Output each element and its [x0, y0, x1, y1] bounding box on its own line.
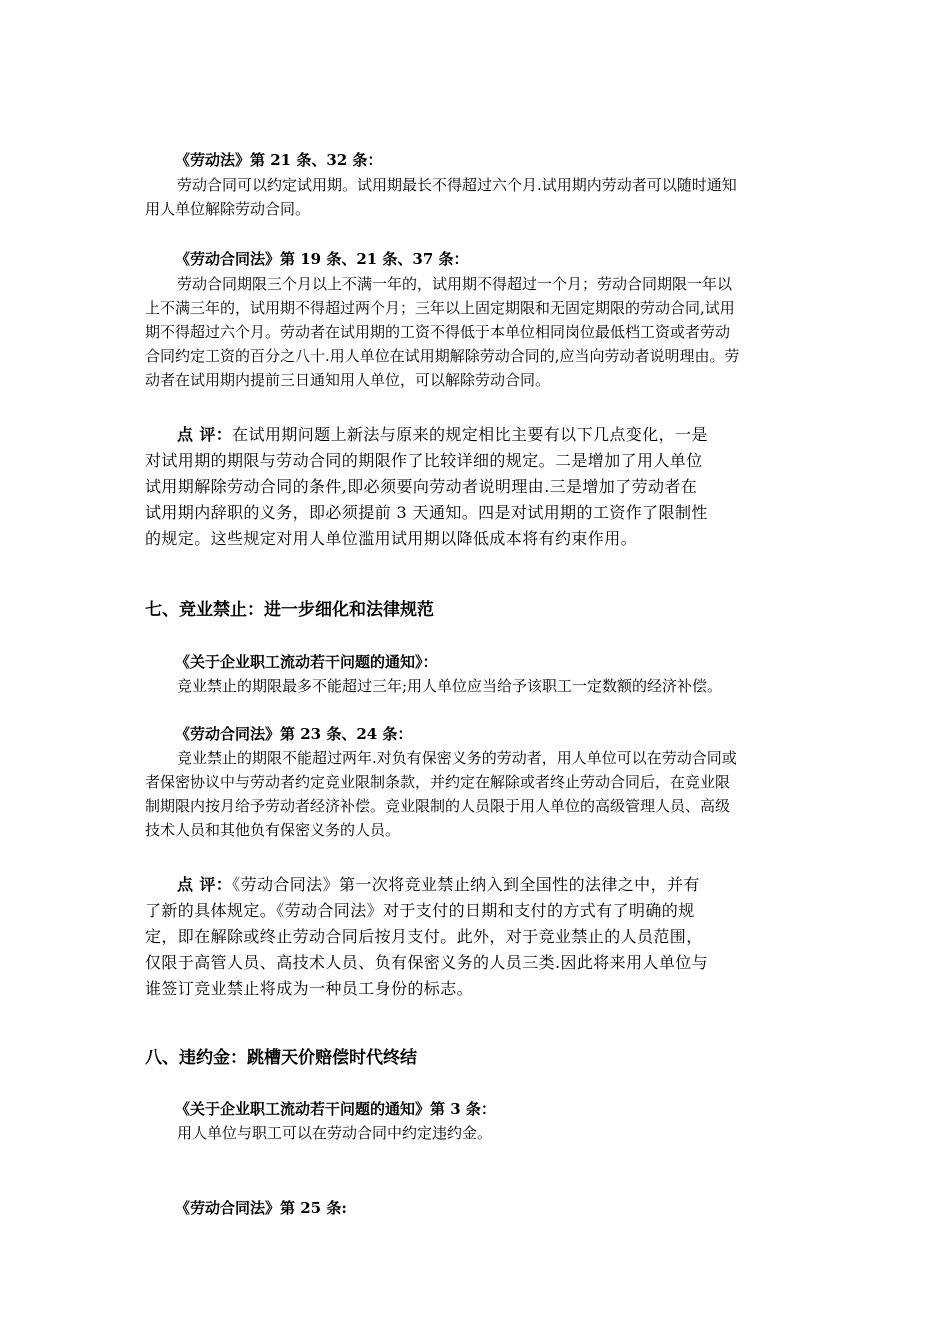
law-reference: 《劳动合同法》第 23 条、24 条： — [175, 725, 413, 743]
text-line: 用人单位解除劳动合同。 — [145, 200, 311, 218]
section-heading: 七、竞业禁止：进一步细化和法律规范 — [145, 600, 434, 620]
law-text — [145, 674, 805, 698]
section-heading: 八、违约金：跳槽天价赔偿时代终结 — [145, 1048, 417, 1068]
law-reference: 《劳动合同法》第 25 条: — [175, 1199, 347, 1217]
law-text — [145, 173, 805, 221]
text-line: 劳动合同可以约定试用期。试用期最长不得超过六个月.试用期内劳动者可以随时通知 — [177, 176, 737, 194]
text-line: 上不满三年的，试用期不得超过两个月；三年以上固定期限和无固定期限的劳动合同,试用 — [145, 299, 735, 317]
law-text — [145, 1121, 805, 1145]
text-line: 试用期内辞职的义务，即必须提前 3 天通知。四是对试用期的工资作了限制性 — [145, 503, 708, 522]
text-line: 仅限于高管人员、高技术人员、负有保密义务的人员三类.因此将来用人单位与 — [145, 953, 709, 972]
text-line — [145, 422, 805, 448]
text-line: 竞业禁止的期限不能超过两年.对负有保密义务的劳动者，用人单位可以在劳动合同或 — [177, 749, 737, 767]
text-line: 者保密协议中与劳动者约定竞业限制条款，并约定在解除或者终止劳动合同后，在竞业限 — [145, 773, 731, 791]
text-line: 了新的具体规定。《劳动合同法》对于支付的日期和支付的方式有了明确的规 — [145, 901, 695, 920]
text-line: 期不得超过六个月。劳动者在试用期的工资不得低于本单位相同岗位最低档工资或者劳动 — [145, 323, 731, 341]
text-line: 用人单位与职工可以在劳动合同中约定违约金。 — [177, 1124, 493, 1142]
text-line: 试用期解除劳动合同的条件,即必须要向劳动者说明理由.三是增加了劳动者在 — [145, 477, 698, 496]
text-line: 对试用期的期限与劳动合同的期限作了比较详细的规定。二是增加了用人单位 — [145, 451, 703, 470]
comment-label: 点 评： — [177, 875, 233, 894]
comment-label: 点 评： — [177, 425, 233, 444]
law-text — [145, 272, 805, 392]
comment-text: 在试用期问题上新法与原来的规定相比主要有以下几点变化，一是 — [232, 425, 708, 444]
text-line — [145, 872, 805, 898]
text-line: 合同约定工资的百分之八十.用人单位在试用期解除劳动合同的,应当向劳动者说明理由。劳 — [145, 347, 740, 365]
commentary — [145, 872, 805, 1002]
text-line: 定，即在解除或终止劳动合同后按月支付。此外，对于竞业禁止的人员范围， — [145, 927, 703, 946]
text-line: 的规定。这些规定对用人单位滥用试用期以降低成本将有约束作用。 — [145, 529, 638, 548]
comment-text: 《劳动合同法》第一次将竞业禁止纳入到全国性的法律之中，并有 — [232, 875, 700, 894]
text-line: 动者在试用期内提前三日通知用人单位，可以解除劳动合同。 — [145, 371, 551, 389]
law-reference: 《劳动法》第 21 条、32 条： — [175, 151, 383, 169]
text-line: 谁签订竞业禁止将成为一种员工身份的标志。 — [145, 979, 474, 998]
commentary — [145, 422, 805, 552]
law-reference: 《关于企业职工流动若干问题的通知》： — [175, 653, 438, 671]
law-text — [145, 746, 805, 842]
law-reference: 《劳动合同法》第 19 条、21 条、37 条： — [175, 250, 469, 268]
law-reference: 《关于企业职工流动若干问题的通知》第 3 条： — [175, 1100, 496, 1118]
text-line: 劳动合同期限三个月以上不满一年的，试用期不得超过一个月；劳动合同期限一年以 — [177, 275, 733, 293]
text-line: 制期限内按月给予劳动者经济补偿。竞业限制的人员限于用人单位的高级管理人员、高级 — [145, 797, 731, 815]
text-line: 竞业禁止的期限最多不能超过三年;用人单位应当给予该职工一定数额的经济补偿。 — [177, 677, 723, 695]
text-line: 技术人员和其他负有保密义务的人员。 — [145, 821, 401, 839]
